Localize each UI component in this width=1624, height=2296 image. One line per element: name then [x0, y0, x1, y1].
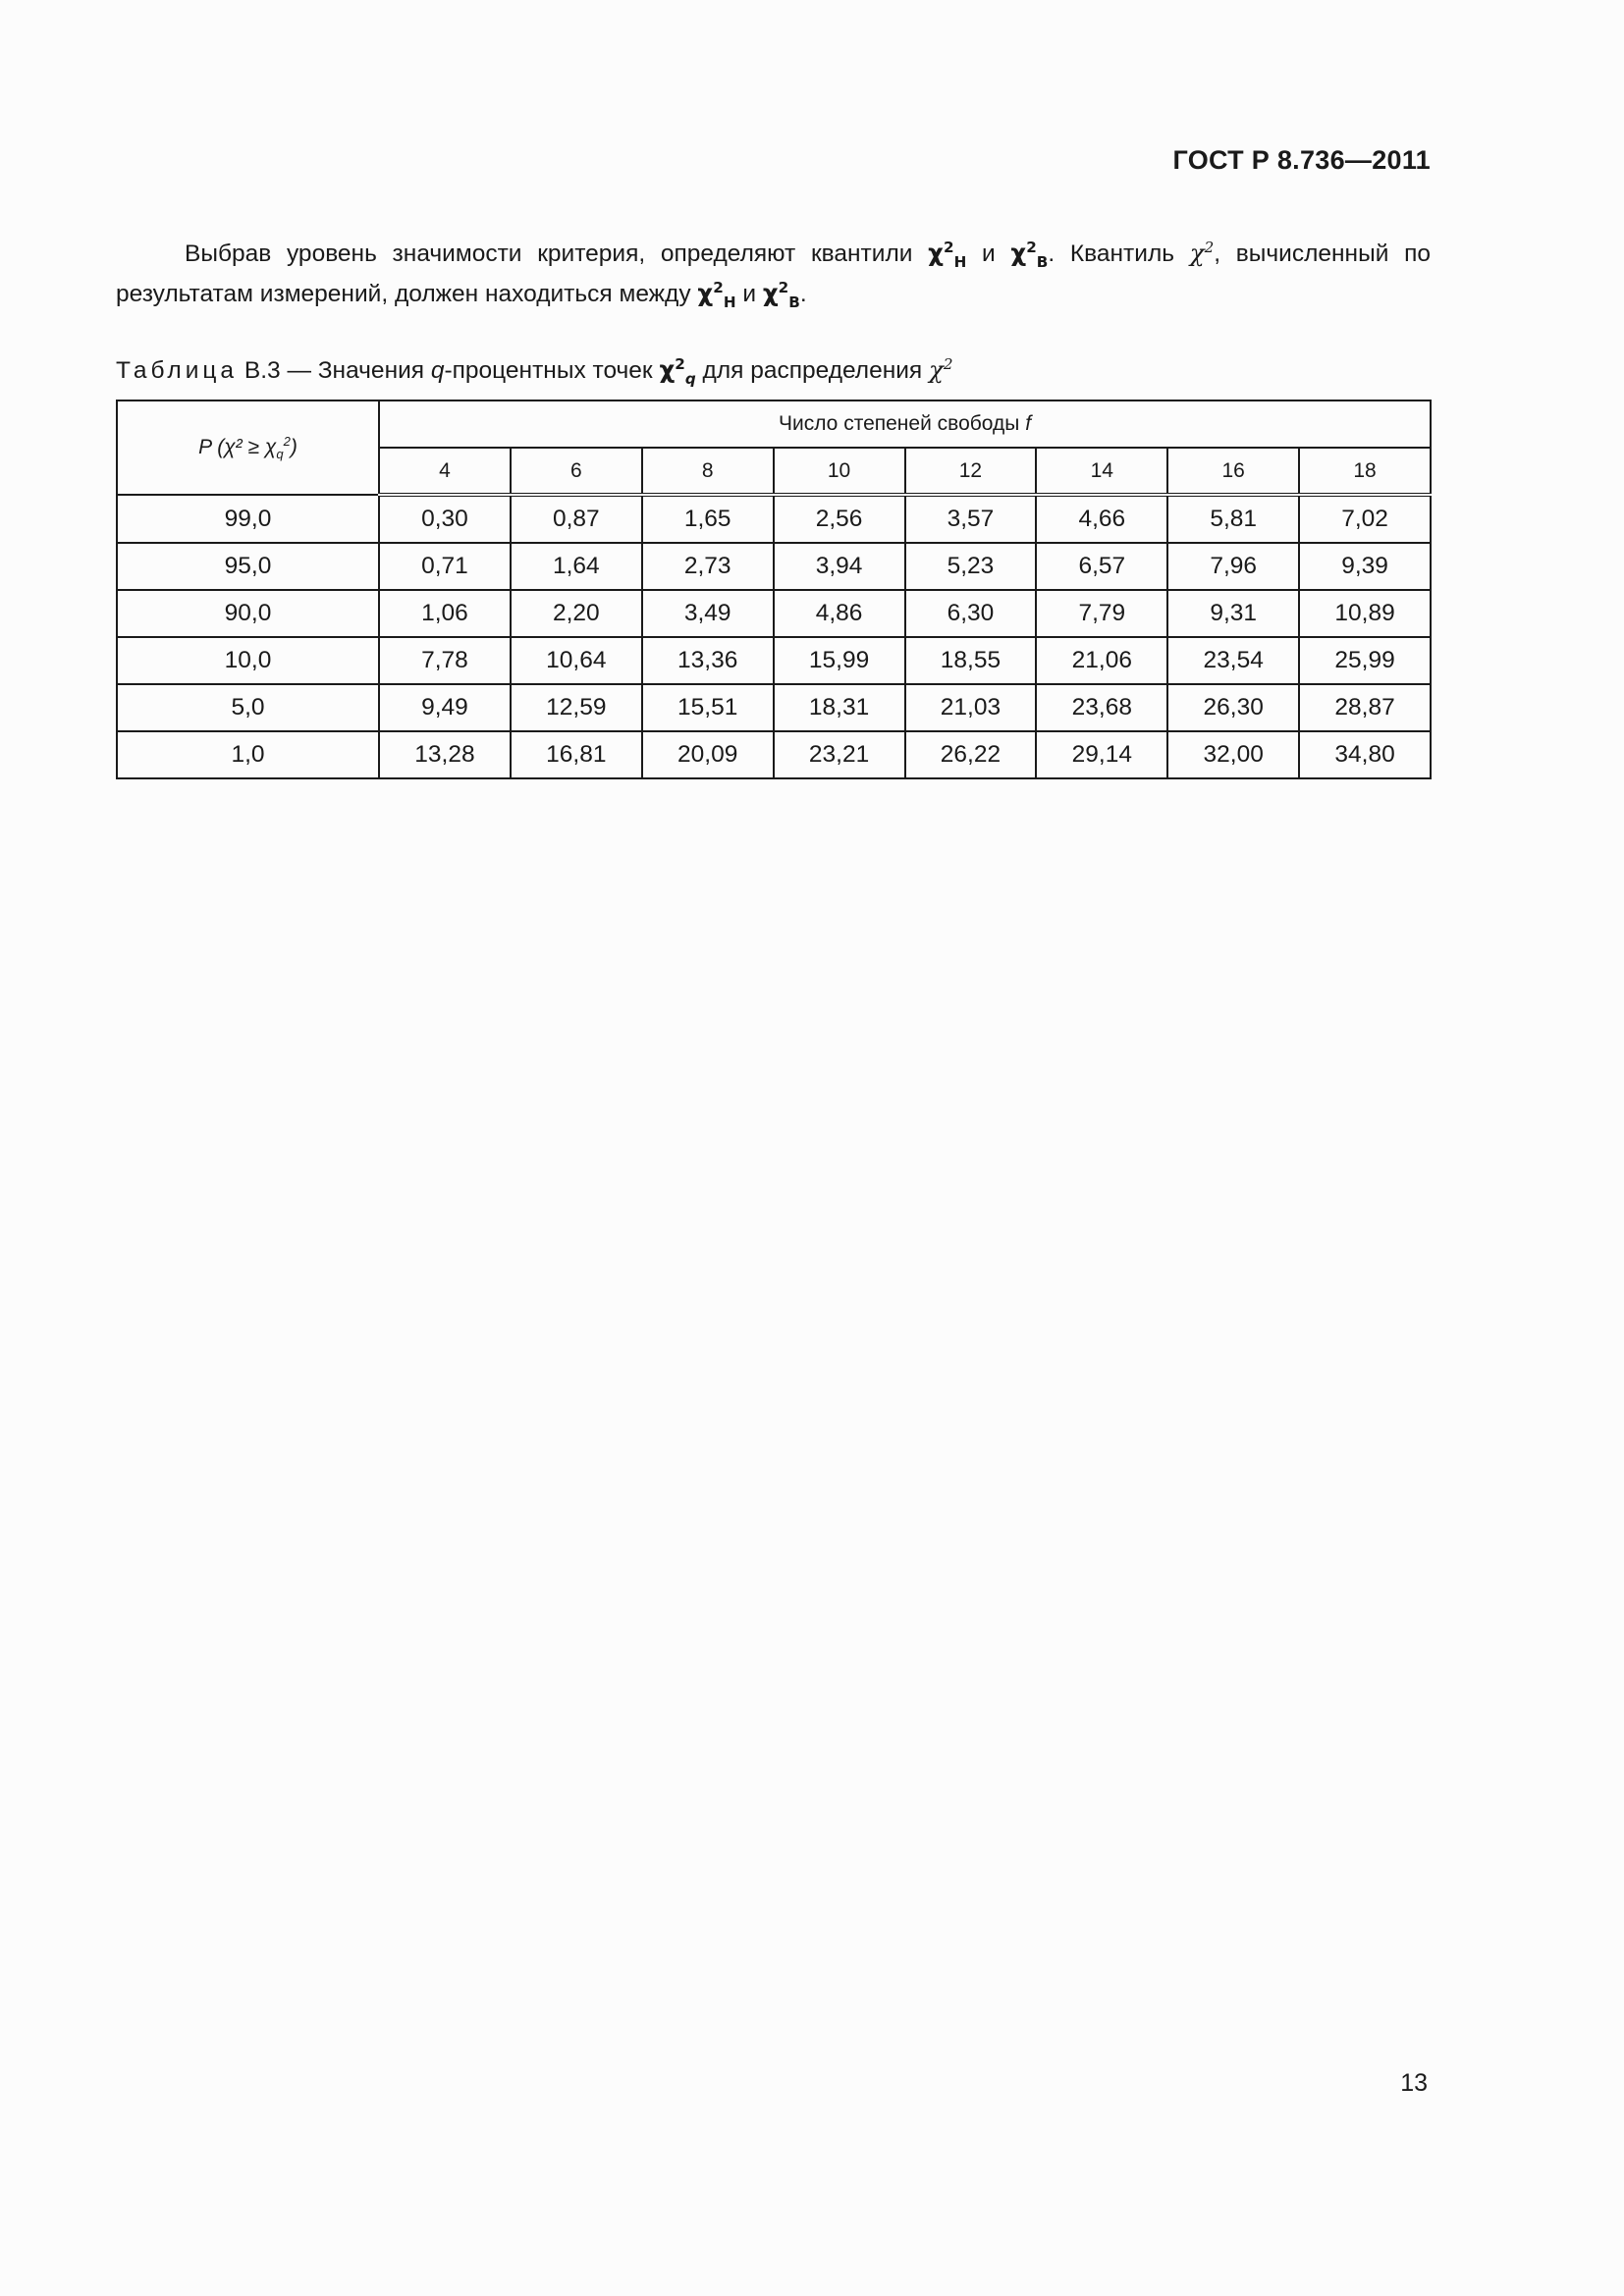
table-row: [117, 590, 1431, 637]
value-cell: 0,30: [379, 495, 511, 543]
probability-cell: 95,0: [117, 543, 379, 590]
value-cell: 0,71: [379, 543, 511, 590]
column-header: 6: [511, 448, 642, 495]
degrees-of-freedom-header: Число степеней свободы f: [379, 400, 1431, 448]
chi-symbol-caption: $\chi^2$: [929, 354, 953, 384]
paragraph-text-1: Выбрав уровень значимости критерия, определяют квантили: [185, 240, 929, 267]
chi-lower-symbol: $\chi^2_Н$: [928, 238, 967, 271]
value-cell: 13,36: [642, 637, 774, 684]
probability-cell: 10,0: [117, 637, 379, 684]
paragraph-and: и: [966, 240, 1011, 267]
caption-q: q: [430, 357, 445, 384]
value-cell: 18,31: [774, 684, 905, 731]
value-cell: 9,31: [1167, 590, 1299, 637]
value-cell: 3,94: [774, 543, 905, 590]
paragraph-end: .: [799, 281, 807, 307]
chi-upper-symbol: $\chi^2_В$: [1010, 238, 1049, 271]
table-caption: [116, 354, 953, 388]
body-paragraph: [116, 234, 1431, 314]
value-cell: 34,80: [1299, 731, 1431, 778]
column-header: 4: [379, 448, 511, 495]
value-cell: 12,59: [511, 684, 642, 731]
value-cell: 1,64: [511, 543, 642, 590]
column-header: 14: [1036, 448, 1167, 495]
column-header: 12: [905, 448, 1037, 495]
value-cell: 23,21: [774, 731, 905, 778]
value-cell: 15,99: [774, 637, 905, 684]
value-cell: 4,86: [774, 590, 905, 637]
paragraph-text-3: , вычисленный по результатам измерений, должен находиться между: [116, 240, 1431, 307]
value-cell: 7,02: [1299, 495, 1431, 543]
probability-header: P $(\chi^2 \ge \chi_q^2)$: [117, 400, 379, 495]
value-cell: 3,57: [905, 495, 1037, 543]
value-cell: 21,03: [905, 684, 1037, 731]
table-row: [117, 543, 1431, 590]
value-cell: 1,06: [379, 590, 511, 637]
caption-text-1: В.3 — Значения: [238, 357, 431, 384]
column-header: 16: [1167, 448, 1299, 495]
caption-text-3: для распределения: [695, 357, 930, 384]
table-row: [117, 731, 1431, 778]
paragraph-text-2: . Квантиль: [1048, 240, 1190, 267]
chi-upper-symbol-2: $\chi^2_В$: [762, 278, 800, 311]
probability-cell: 5,0: [117, 684, 379, 731]
value-cell: 9,49: [379, 684, 511, 731]
chi-square-table: [116, 400, 1432, 779]
chi-q-symbol: $\chi^2_q$: [659, 354, 696, 388]
value-cell: 3,49: [642, 590, 774, 637]
value-cell: 5,23: [905, 543, 1037, 590]
caption-label: Таблица: [116, 357, 239, 384]
column-header: 10: [774, 448, 905, 495]
value-cell: 18,55: [905, 637, 1037, 684]
value-cell: 5,81: [1167, 495, 1299, 543]
column-header: 18: [1299, 448, 1431, 495]
value-cell: 25,99: [1299, 637, 1431, 684]
value-cell: 0,87: [511, 495, 642, 543]
value-cell: 21,06: [1036, 637, 1167, 684]
chi-symbol: $\chi^2$: [1189, 238, 1215, 267]
value-cell: 4,66: [1036, 495, 1167, 543]
value-cell: 7,96: [1167, 543, 1299, 590]
probability-cell: 90,0: [117, 590, 379, 637]
value-cell: 23,68: [1036, 684, 1167, 731]
value-cell: 7,79: [1036, 590, 1167, 637]
value-cell: 29,14: [1036, 731, 1167, 778]
table-row: [117, 495, 1431, 543]
value-cell: 15,51: [642, 684, 774, 731]
value-cell: 2,56: [774, 495, 905, 543]
caption-text-2: -процентных точек: [444, 357, 660, 384]
value-cell: 2,20: [511, 590, 642, 637]
paragraph-and-2: и: [735, 281, 763, 307]
value-cell: 6,57: [1036, 543, 1167, 590]
value-cell: 32,00: [1167, 731, 1299, 778]
value-cell: 10,89: [1299, 590, 1431, 637]
value-cell: 7,78: [379, 637, 511, 684]
value-cell: 23,54: [1167, 637, 1299, 684]
value-cell: 6,30: [905, 590, 1037, 637]
table-body: [117, 495, 1431, 778]
value-cell: 28,87: [1299, 684, 1431, 731]
table-row: [117, 637, 1431, 684]
probability-cell: 1,0: [117, 731, 379, 778]
value-cell: 13,28: [379, 731, 511, 778]
value-cell: 2,73: [642, 543, 774, 590]
value-cell: 20,09: [642, 731, 774, 778]
value-cell: 1,65: [642, 495, 774, 543]
page-number: 13: [1400, 2069, 1428, 2097]
value-cell: 10,64: [511, 637, 642, 684]
chi-lower-symbol-2: $\chi^2_Н$: [697, 278, 736, 311]
value-cell: 26,30: [1167, 684, 1299, 731]
value-cell: 16,81: [511, 731, 642, 778]
document-id: ГОСТ Р 8.736—2011: [1172, 145, 1431, 175]
probability-cell: 99,0: [117, 495, 379, 543]
table-row: [117, 684, 1431, 731]
column-header: 8: [642, 448, 774, 495]
value-cell: 26,22: [905, 731, 1037, 778]
value-cell: 9,39: [1299, 543, 1431, 590]
